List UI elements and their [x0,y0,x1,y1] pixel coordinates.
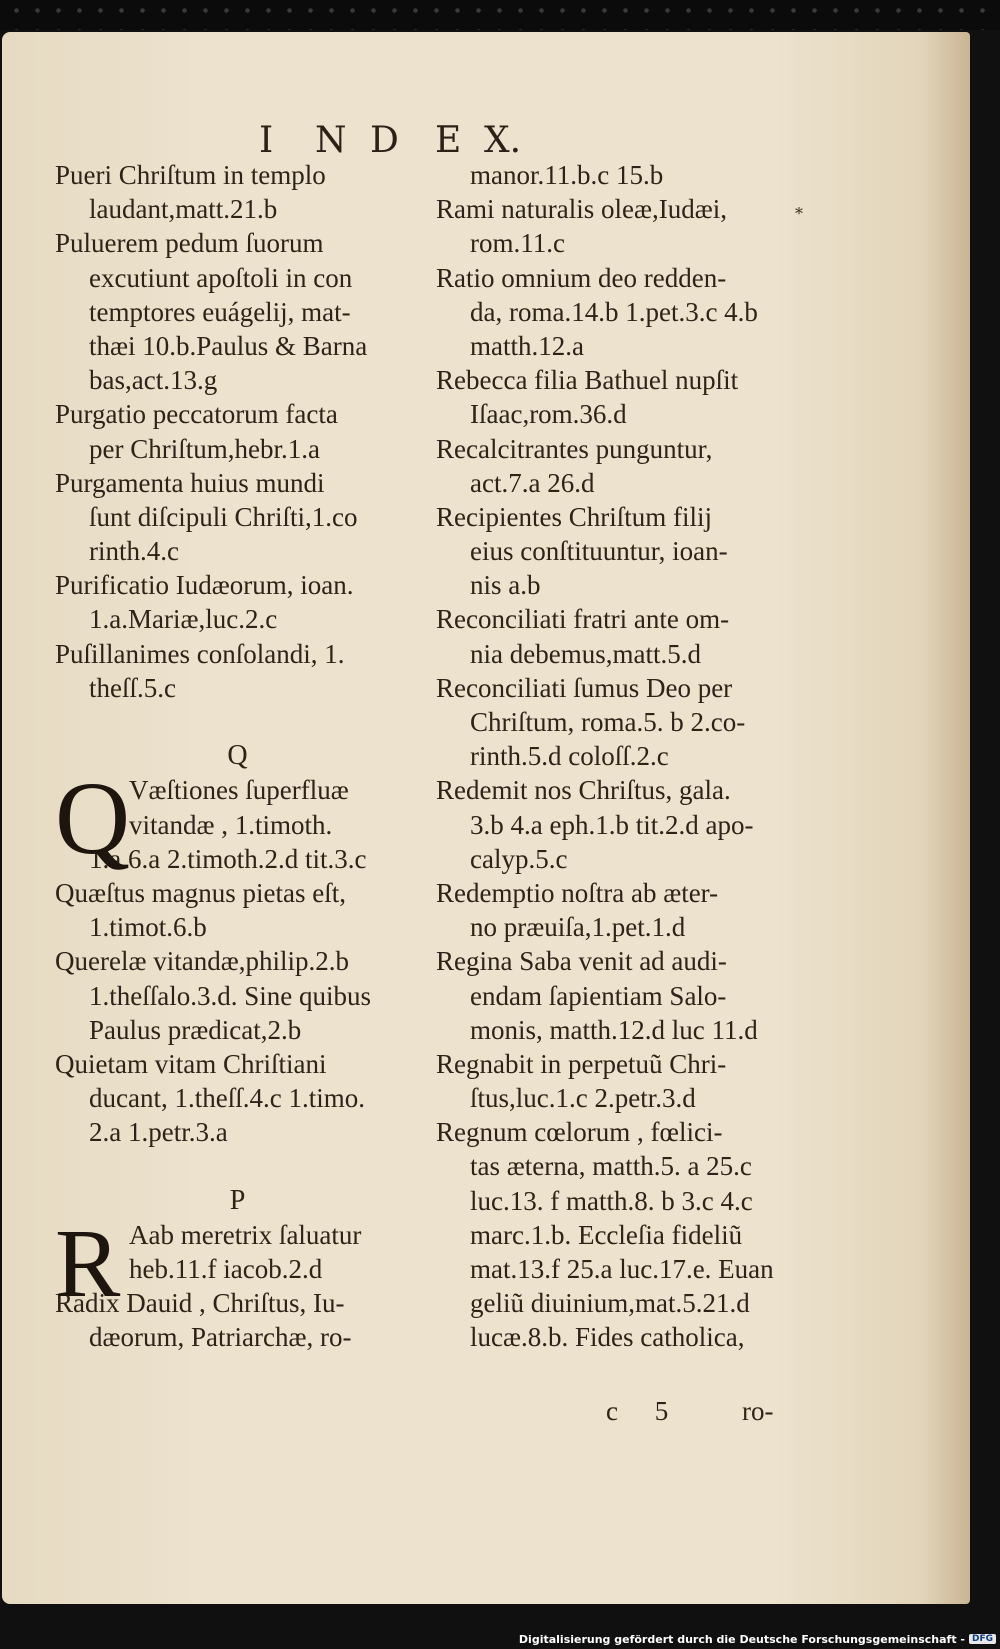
entry-line: 1.a 6.a 2.timoth.2.d tit.3.c [89,843,367,874]
entry-line: rinth.5.d coloſſ.2.c [470,741,669,772]
index-entry [436,1115,796,1354]
header-letter: X. [484,120,522,161]
entry-line: Purificatio Iudæorum, ioan. [55,570,354,601]
section-gap [55,1149,400,1183]
right-column [436,158,796,1355]
entry-line: 1.a.Mariæ,luc.2.c [89,604,278,635]
header-letter: E [435,120,462,161]
entry-line: Aab meretrix ſaluatur [129,1219,362,1250]
entry-line: Puluerem pedum ſuorum [55,228,324,259]
section-heading-r: P [229,1184,246,1216]
index-entry [436,500,796,603]
entry-line: theſſ.5.c [89,672,176,703]
entry-line: Recipientes Chriſtum filij [436,501,712,532]
index-entry [436,1047,796,1115]
entry-line: Recalcitrantes punguntur, [436,433,713,464]
index-entry [55,226,400,397]
entry-line: Quietam vitam Chriſtiani [55,1048,327,1079]
dropcap-q: Q [55,761,131,877]
entry-line: marc.1.b. Eccleſia fideliũ [470,1219,743,1250]
index-entry [55,568,400,636]
index-entry [55,466,400,569]
film-strip-border [0,0,1000,30]
entry-line: bas,act.13.g [89,365,218,396]
catchword: ro- [742,1396,774,1426]
entry-line: 1.theſſalo.3.d. Sine quibus [89,980,371,1011]
index-entry [436,158,796,192]
dfg-logo: DFG [969,1634,996,1644]
entry-line: tas æterna, matth.5. a 25.c [470,1151,752,1182]
entry-line: Reconciliati fratri ante om- [436,604,730,635]
marginal-mark: * [795,204,803,223]
entry-line: Regnum cœlorum , fœlici- [436,1117,723,1148]
entry-line: laudant,matt.21.b [89,194,278,225]
entry-line: luc.13. f matth.8. b 3.c 4.c [470,1185,753,1216]
index-entry [436,363,796,431]
entry-line: Væſtiones ſuperfluæ [129,775,349,806]
entry-line: thæi 10.b.Paulus & Barna [89,330,368,361]
entry-line: geliũ diuinium,mat.5.21.d [470,1288,750,1319]
entry-line: Purgamenta huius mundi [55,467,325,498]
entry-line: temptores euágelij, mat- [89,296,351,327]
entry-line: 3.b 4.a eph.1.b tit.2.d apo- [470,809,754,840]
entry-line: Redemit nos Chriſtus, gala. [436,775,731,806]
entry-line: Paulus prædicat,2.b [89,1014,302,1045]
left-column [55,158,400,1355]
entry-line: 1.timot.6.b [89,912,207,943]
entry-line: rinth.4.c [89,536,179,567]
section-heading-q: Q [227,740,248,772]
entry-line: Puſillanimes conſolandi, 1. [55,638,345,669]
index-entry [436,876,796,944]
entry-line: Rebecca filia Bathuel nupſit [436,365,739,396]
credit-text: Digitalisierung gefördert durch die Deutsche Forschungsgemeinschaft - [518,1632,965,1646]
entry-line: Regina Saba venit ad audi- [436,946,727,977]
entry-line: Purgatio peccatorum facta [55,399,338,430]
entry-line: Chriſtum, roma.5. b 2.co- [470,707,746,737]
entry-line: ducant, 1.theſſ.4.c 1.timo. [89,1083,365,1114]
entry-line: Pueri Chriſtum in templo [55,160,326,190]
entry-line: rom.11.c [470,228,565,259]
index-entry [55,637,400,705]
dropcap-r: R [55,1209,121,1318]
entry-line: per Chriſtum,hebr.1.a [89,433,320,464]
index-entry [436,192,796,260]
section-gap [55,705,400,739]
entry-line: Reconciliati ſumus Deo per [436,672,733,703]
entry-line: excutiunt apoſtoli in con [89,262,353,293]
entry-line: heb.11.f iacob.2.d [129,1254,323,1284]
index-entry [55,397,400,465]
book-page [2,32,970,1604]
entry-line: Regnabit in perpetuũ Chri- [436,1048,727,1079]
entry-line: ſunt diſcipuli Chriſti,1.co [89,501,358,532]
entry-line: ſtus,luc.1.c 2.petr.3.d [470,1083,696,1114]
entry-line: mat.13.f 25.a luc.17.e. Euan [470,1254,774,1284]
entry-line: eius conſtituuntur, ioan- [470,536,728,567]
entry-line: Querelæ vitandæ,philip.2.b [55,946,349,977]
entry-line: Radix Dauid , Chriſtus, Iu- [55,1288,345,1319]
index-entry [55,944,400,1047]
entry-line: lucæ.8.b. Fides catholica, [470,1322,745,1353]
entry-line: calyp.5.c [470,843,568,874]
entry-line: Ratio omnium deo redden- [436,262,727,293]
entry-line: Redemptio noſtra ab æter- [436,877,719,908]
entry-line: matth.12.a [470,330,584,361]
index-entry [436,944,796,1047]
header-letter: I [259,120,274,161]
entry-line: vitandæ , 1.timoth. [129,809,333,840]
header-letter: N [315,120,347,161]
entry-line: 2.a 1.petr.3.a [89,1117,228,1148]
index-entry [436,671,796,774]
digitization-credit [519,1631,996,1647]
entry-line: endam ſapientiam Salo- [470,980,727,1011]
entry-line: Quæſtus magnus pietas eſt, [55,877,346,908]
entry-line: no præuiſa,1.pet.1.d [470,912,686,943]
entry-line: nis a.b [470,570,541,601]
entry-line: dæorum, Patriarchæ, ro- [89,1322,352,1353]
index-entry [55,158,400,226]
index-entry [55,876,400,944]
entry-line: Iſaac,rom.36.d [470,399,627,430]
index-entry [436,432,796,500]
index-entry [436,773,796,876]
entry-line: monis, matth.12.d luc 11.d [470,1014,758,1045]
index-entry [436,261,796,364]
entry-line: nia debemus,matt.5.d [470,638,701,669]
entry-line: Rami naturalis oleæ,Iudæi, [436,194,727,225]
index-entry [436,602,796,670]
entry-line: manor.11.b.c 15.b [470,160,664,190]
index-entry [55,1047,400,1150]
dropcap-entry-q [55,761,400,877]
header-letter: D [370,120,399,161]
entry-line: da, roma.14.b 1.pet.3.c 4.b [470,296,758,327]
entry-line: act.7.a 26.d [470,467,595,498]
signature-mark: c 5 [606,1396,669,1426]
